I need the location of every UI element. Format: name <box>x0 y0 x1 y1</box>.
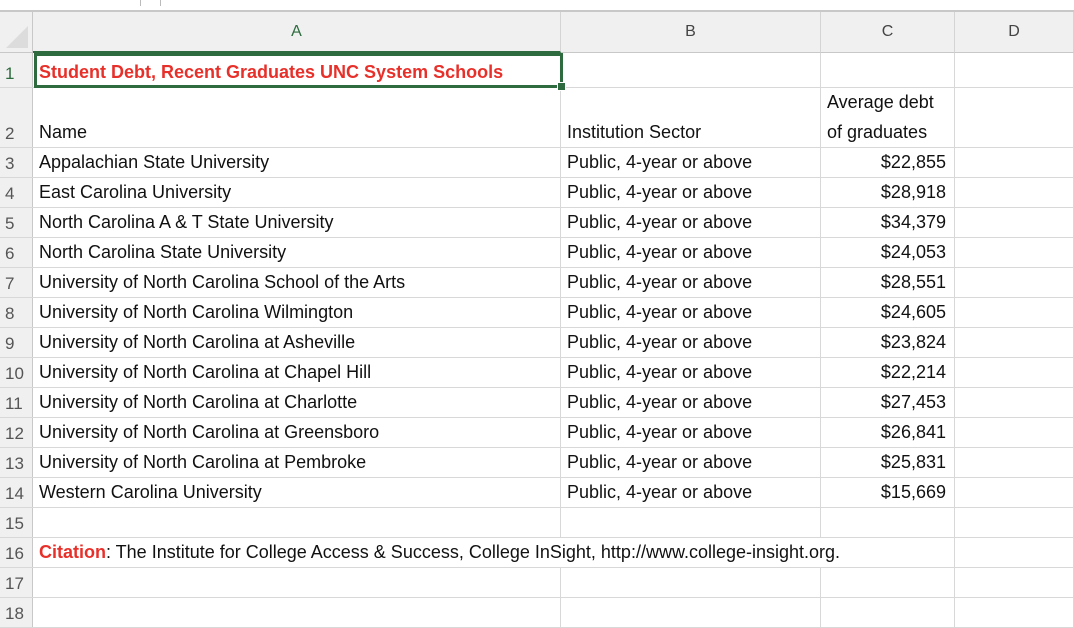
cell[interactable] <box>955 388 1074 417</box>
row-number[interactable]: 3 <box>0 148 33 177</box>
cell[interactable] <box>821 568 955 597</box>
sector-cell[interactable]: Public, 4-year or above <box>561 298 821 327</box>
debt-cell[interactable]: $22,855 <box>821 148 955 177</box>
sector-cell[interactable]: Public, 4-year or above <box>561 478 821 507</box>
table-row <box>0 268 1074 298</box>
column-header-d[interactable]: D <box>955 12 1074 53</box>
citation-text: : The Institute for College Access & Success, College InSight, http://www.college-insight.org. <box>106 542 841 562</box>
sector-cell[interactable]: Public, 4-year or above <box>561 268 821 297</box>
cell[interactable] <box>955 418 1074 447</box>
row-number[interactable]: 1 <box>0 53 33 87</box>
table-row <box>0 478 1074 508</box>
cell[interactable] <box>955 448 1074 477</box>
debt-cell[interactable]: $24,053 <box>821 238 955 267</box>
debt-cell[interactable]: $25,831 <box>821 448 955 477</box>
table-row <box>0 298 1074 328</box>
school-name-cell[interactable]: North Carolina A & T State University <box>33 208 561 237</box>
sector-cell[interactable]: Public, 4-year or above <box>561 388 821 417</box>
school-name-cell[interactable]: Appalachian State University <box>33 148 561 177</box>
table-row <box>0 208 1074 238</box>
row-number[interactable]: 17 <box>0 568 33 597</box>
row-number[interactable]: 7 <box>0 268 33 297</box>
sector-cell[interactable]: Public, 4-year or above <box>561 328 821 357</box>
debt-cell[interactable]: $34,379 <box>821 208 955 237</box>
toolbar-edge <box>0 0 1074 12</box>
cell[interactable] <box>955 268 1074 297</box>
cell[interactable] <box>955 358 1074 387</box>
cell[interactable] <box>561 53 821 87</box>
header-debt[interactable] <box>821 88 955 147</box>
cell[interactable] <box>955 328 1074 357</box>
cell[interactable] <box>955 538 1074 567</box>
debt-cell[interactable]: $15,669 <box>821 478 955 507</box>
school-name-cell[interactable]: University of North Carolina at Greensboro <box>33 418 561 447</box>
row-number[interactable]: 10 <box>0 358 33 387</box>
school-name-cell[interactable]: University of North Carolina at Charlotte <box>33 388 561 417</box>
row-17 <box>0 568 1074 598</box>
row-number[interactable]: 9 <box>0 328 33 357</box>
school-name-cell[interactable]: University of North Carolina Wilmington <box>33 298 561 327</box>
row-number[interactable]: 15 <box>0 508 33 537</box>
sector-cell[interactable]: Public, 4-year or above <box>561 448 821 477</box>
cell[interactable] <box>821 598 955 627</box>
sector-cell[interactable]: Public, 4-year or above <box>561 418 821 447</box>
school-name-cell[interactable]: University of North Carolina at Chapel Hill <box>33 358 561 387</box>
cell[interactable] <box>561 508 821 537</box>
table-row <box>0 328 1074 358</box>
debt-cell[interactable]: $26,841 <box>821 418 955 447</box>
row-15 <box>0 508 1074 538</box>
cell[interactable] <box>955 478 1074 507</box>
school-name-cell[interactable]: East Carolina University <box>33 178 561 207</box>
cell[interactable] <box>561 568 821 597</box>
column-header-b[interactable]: B <box>561 12 821 53</box>
table-row <box>0 178 1074 208</box>
sector-cell[interactable]: Public, 4-year or above <box>561 358 821 387</box>
debt-cell[interactable]: $23,824 <box>821 328 955 357</box>
table-row <box>0 148 1074 178</box>
cell[interactable] <box>955 298 1074 327</box>
fill-handle[interactable] <box>557 82 566 91</box>
cell[interactable] <box>955 598 1074 627</box>
debt-cell[interactable]: $28,551 <box>821 268 955 297</box>
row-number[interactable]: 4 <box>0 178 33 207</box>
column-header-a[interactable]: A <box>33 12 561 53</box>
debt-cell[interactable]: $27,453 <box>821 388 955 417</box>
cell[interactable] <box>821 53 955 87</box>
sector-cell[interactable]: Public, 4-year or above <box>561 178 821 207</box>
title-cell[interactable]: Student Debt, Recent Graduates UNC System Schools <box>33 53 561 87</box>
row-number[interactable]: 11 <box>0 388 33 417</box>
debt-cell[interactable]: $22,214 <box>821 358 955 387</box>
header-debt-line1: Average debt <box>827 92 934 112</box>
cell[interactable] <box>955 53 1074 87</box>
school-name-cell[interactable]: University of North Carolina at Asheville <box>33 328 561 357</box>
cell[interactable] <box>955 148 1074 177</box>
cell[interactable] <box>955 178 1074 207</box>
row-1 <box>0 53 1074 88</box>
school-name-cell[interactable]: University of North Carolina School of the Arts <box>33 268 561 297</box>
citation-cell[interactable] <box>33 538 841 567</box>
cell[interactable] <box>955 238 1074 267</box>
table-row <box>0 418 1074 448</box>
header-name[interactable]: Name <box>33 88 561 147</box>
citation-label: Citation <box>39 542 106 562</box>
table-row <box>0 448 1074 478</box>
select-all-button[interactable] <box>0 12 33 53</box>
cell[interactable] <box>821 538 955 567</box>
school-name-cell[interactable]: North Carolina State University <box>33 238 561 267</box>
sector-cell[interactable]: Public, 4-year or above <box>561 238 821 267</box>
row-number[interactable]: 6 <box>0 238 33 267</box>
row-number[interactable]: 16 <box>0 538 33 567</box>
row-number[interactable]: 14 <box>0 478 33 507</box>
cell[interactable] <box>561 598 821 627</box>
cell[interactable] <box>955 208 1074 237</box>
row-number[interactable]: 18 <box>0 598 33 627</box>
row-number[interactable]: 12 <box>0 418 33 447</box>
cell[interactable] <box>955 568 1074 597</box>
table-row <box>0 238 1074 268</box>
column-header-c[interactable]: C <box>821 12 955 53</box>
cell[interactable] <box>955 88 1074 147</box>
sector-cell[interactable]: Public, 4-year or above <box>561 208 821 237</box>
debt-cell[interactable]: $24,605 <box>821 298 955 327</box>
cell[interactable] <box>33 508 561 537</box>
debt-cell[interactable]: $28,918 <box>821 178 955 207</box>
cell[interactable] <box>955 508 1074 537</box>
cell[interactable] <box>33 568 561 597</box>
header-debt-line2: of graduates <box>827 122 928 142</box>
cell[interactable] <box>33 598 561 627</box>
row-18 <box>0 598 1074 628</box>
row-2-headers <box>0 88 1074 148</box>
table-row <box>0 358 1074 388</box>
sector-cell[interactable]: Public, 4-year or above <box>561 148 821 177</box>
row-number[interactable]: 13 <box>0 448 33 477</box>
row-number[interactable]: 2 <box>0 88 33 147</box>
school-name-cell[interactable]: Western Carolina University <box>33 478 561 507</box>
row-16-citation <box>0 538 1074 568</box>
table-row <box>0 388 1074 418</box>
cell[interactable] <box>821 508 955 537</box>
header-sector[interactable]: Institution Sector <box>561 88 821 147</box>
row-number[interactable]: 8 <box>0 298 33 327</box>
school-name-cell[interactable]: University of North Carolina at Pembroke <box>33 448 561 477</box>
row-number[interactable]: 5 <box>0 208 33 237</box>
